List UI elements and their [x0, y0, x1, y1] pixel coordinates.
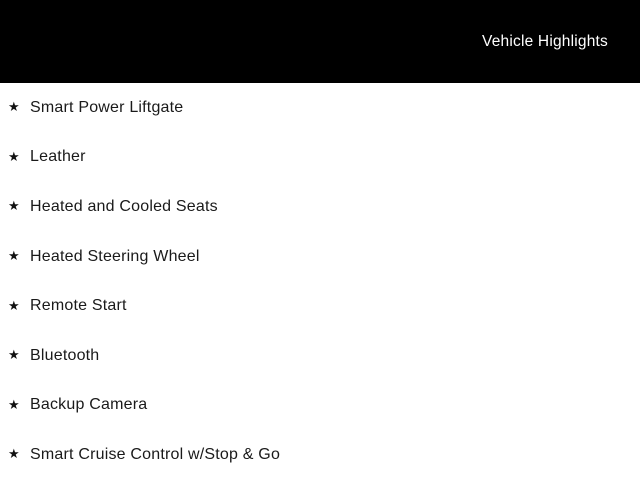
highlight-item	[0, 381, 640, 431]
highlight-label: Bluetooth	[30, 346, 100, 364]
star-icon: ★	[8, 347, 20, 363]
star-icon: ★	[8, 148, 20, 164]
highlight-item	[0, 331, 640, 381]
highlight-item	[0, 83, 640, 133]
star-icon: ★	[8, 446, 20, 462]
header-bar	[0, 0, 640, 83]
highlight-label: Smart Cruise Control w/Stop & Go	[30, 445, 281, 463]
highlight-item	[0, 182, 640, 232]
highlight-item	[0, 281, 640, 331]
star-icon: ★	[8, 248, 20, 264]
highlight-label: Smart Power Liftgate	[30, 98, 184, 116]
star-icon: ★	[8, 396, 20, 412]
highlights-list	[0, 83, 640, 480]
star-icon: ★	[8, 99, 20, 115]
page-title: Vehicle Highlights	[482, 32, 608, 50]
highlight-label: Backup Camera	[30, 396, 148, 414]
star-icon: ★	[8, 297, 20, 313]
highlight-label: Heated and Cooled Seats	[30, 197, 218, 215]
star-icon: ★	[8, 198, 20, 214]
highlight-label: Heated Steering Wheel	[30, 247, 200, 265]
highlight-item	[0, 232, 640, 282]
highlight-label: Leather	[30, 148, 86, 166]
highlight-item	[0, 430, 640, 480]
highlight-label: Remote Start	[30, 297, 127, 315]
highlight-item	[0, 133, 640, 183]
